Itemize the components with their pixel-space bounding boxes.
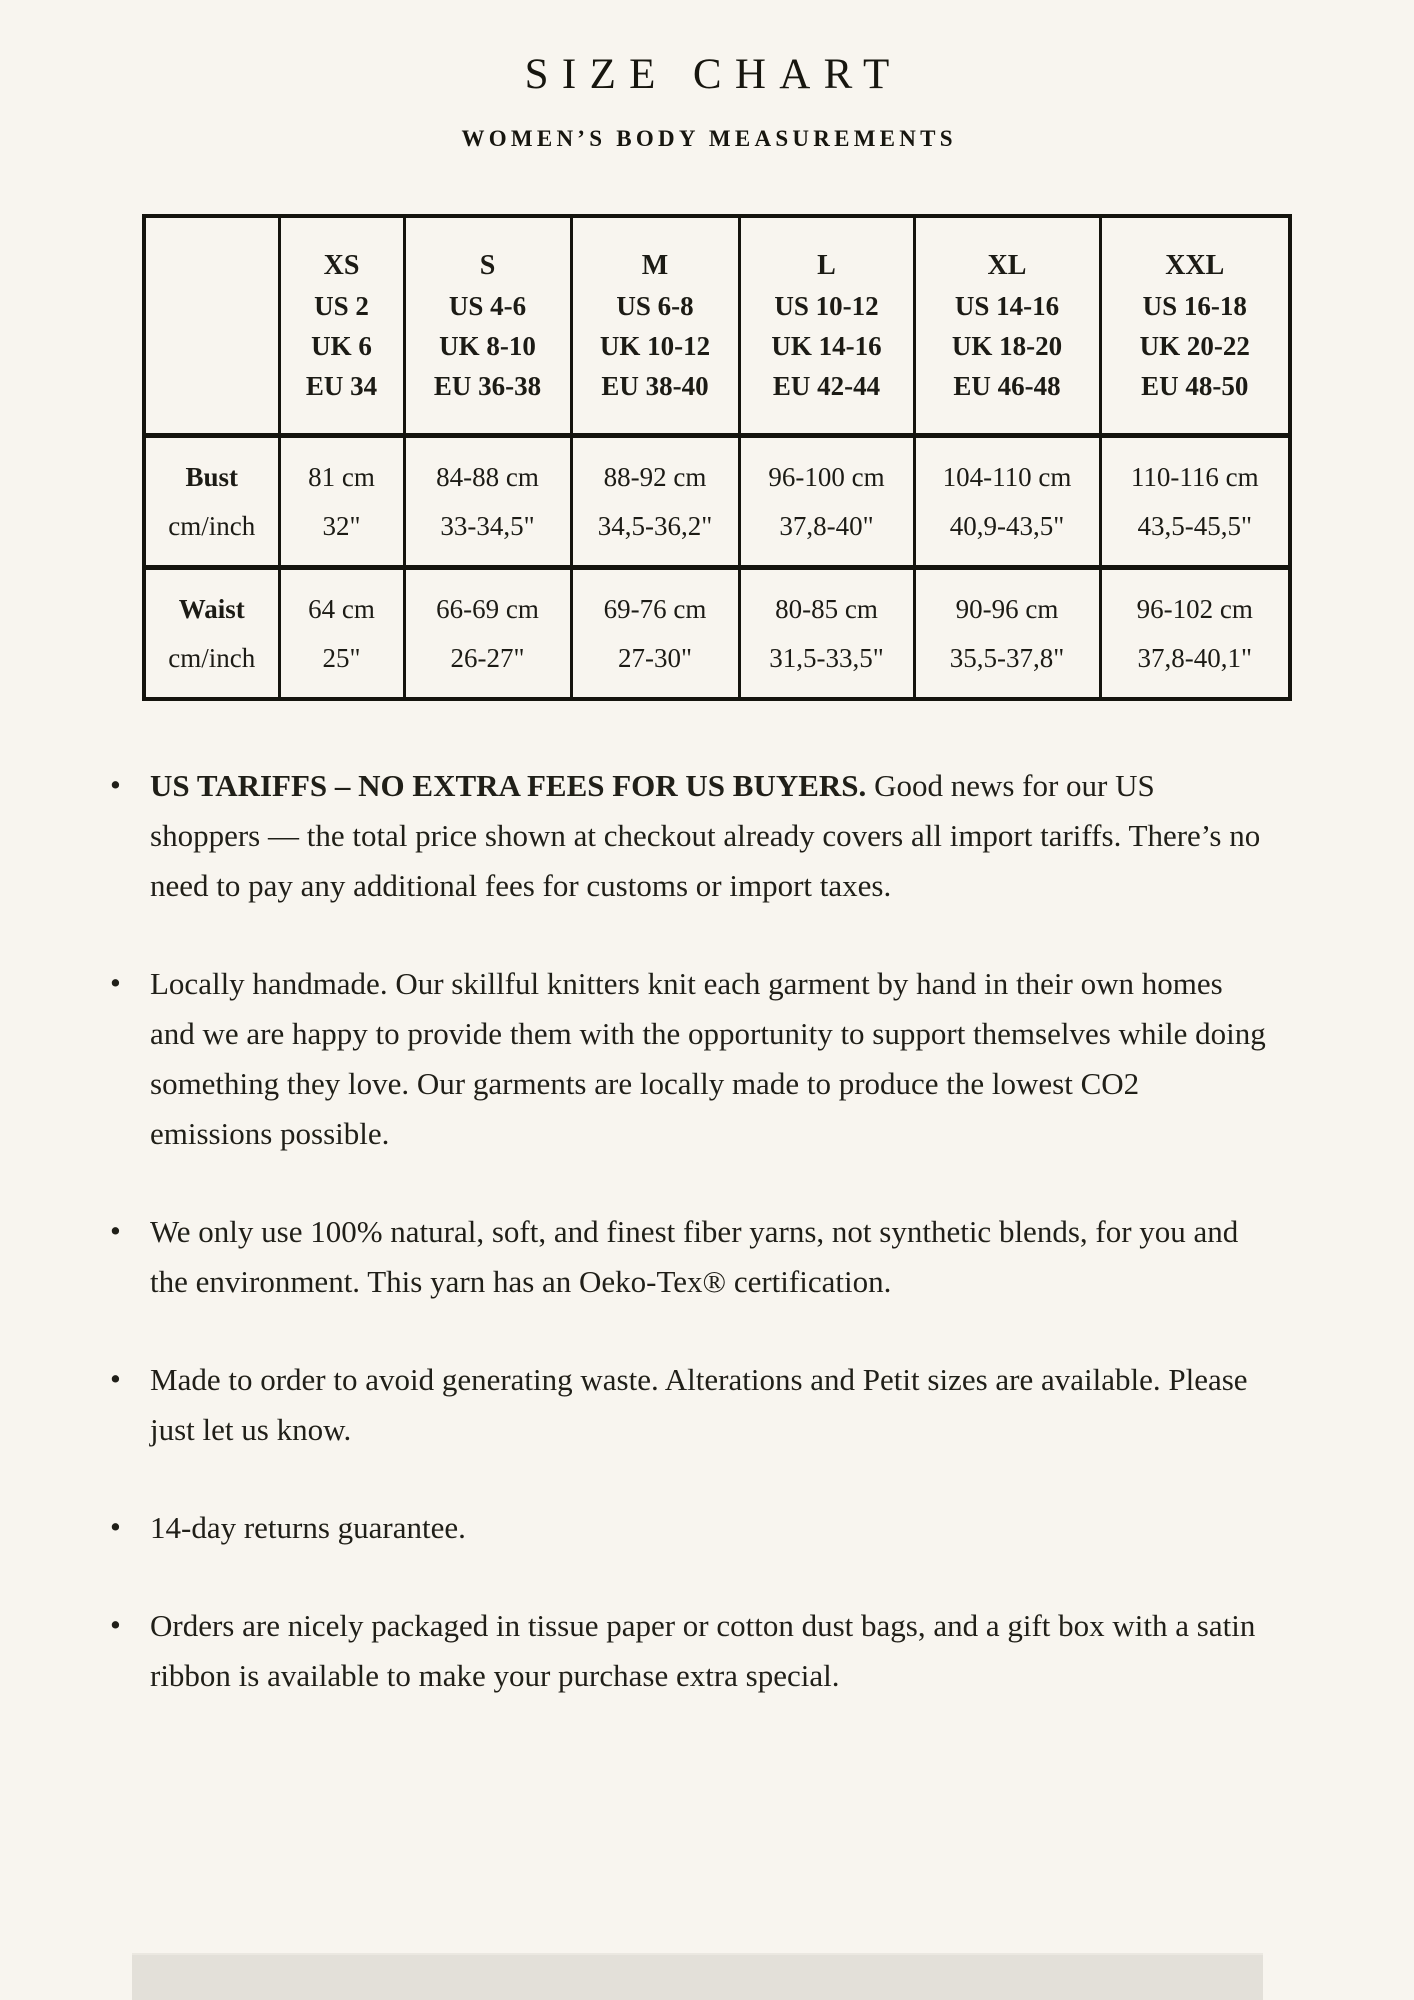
cm-value: 80-85 cm [775, 593, 878, 624]
inch-value: 26-27" [450, 642, 525, 673]
bullet-dot-icon: • [110, 767, 121, 802]
row-label-bust [144, 436, 279, 568]
inch-value: 32" [322, 510, 361, 541]
waist-cell-xxl [1100, 568, 1290, 700]
next-section-edge [132, 1953, 1263, 2000]
inch-value: 37,8-40,1" [1137, 642, 1252, 673]
bullet-dot-icon: • [110, 965, 121, 1000]
uk-size: UK 14-16 [771, 330, 882, 361]
us-size: US 14-16 [954, 290, 1060, 321]
bullet-dot-icon: • [110, 1361, 121, 1396]
inch-value: 37,8-40" [779, 510, 874, 541]
bust-cell-s [404, 436, 571, 568]
bust-measurement-row [144, 436, 1290, 568]
row-unit: cm/inch [168, 642, 256, 673]
size-name: L [817, 249, 836, 281]
inch-value: 33-34,5" [440, 510, 535, 541]
uk-size: UK 20-22 [1139, 330, 1250, 361]
waist-cell-xl [914, 568, 1100, 700]
row-unit: cm/inch [168, 510, 256, 541]
inch-value: 31,5-33,5" [769, 642, 884, 673]
cm-value: 88-92 cm [603, 461, 707, 492]
size-name: M [641, 249, 669, 281]
waist-cell-xs [279, 568, 404, 700]
list-item-returns-guarantee [110, 1503, 1268, 1553]
cm-value: 84-88 cm [436, 461, 539, 492]
waist-cell-l [739, 568, 914, 700]
list-item-locally-handmade [110, 959, 1268, 1159]
page-subtitle: WOMEN’S BODY MEASUREMENTS [461, 126, 957, 151]
size-name: S [479, 249, 496, 281]
cm-value: 96-100 cm [768, 461, 885, 492]
list-item-bold-text: US TARIFFS – NO EXTRA FEES FOR US BUYERS. [150, 768, 867, 803]
eu-size: EU 34 [305, 370, 378, 401]
uk-size: UK 18-20 [951, 330, 1063, 361]
uk-size: UK 6 [311, 330, 372, 361]
cm-value: 69-76 cm [603, 593, 707, 624]
list-item-text: 14-day returns guarantee. [150, 1510, 466, 1545]
list-item-packaging [110, 1601, 1268, 1701]
bullet-dot-icon: • [110, 1607, 121, 1642]
waist-measurement-row [144, 568, 1290, 700]
inch-value: 25" [322, 642, 361, 673]
uk-size: UK 8-10 [439, 330, 536, 361]
size-column-header-xl [914, 216, 1100, 436]
bust-cell-xxl [1100, 436, 1290, 568]
list-item-made-to-order [110, 1355, 1268, 1455]
inch-value: 40,9-43,5" [949, 510, 1065, 541]
size-column-header-l [739, 216, 914, 436]
row-label: Bust [185, 461, 239, 492]
waist-cell-s [404, 568, 571, 700]
document-header [0, 0, 1414, 152]
us-size: US 4-6 [448, 290, 527, 321]
cm-value: 66-69 cm [436, 593, 539, 624]
inch-value: 27-30" [617, 642, 692, 673]
size-chart-table [142, 214, 1292, 701]
row-label: Waist [178, 593, 245, 624]
us-size: US 10-12 [774, 290, 879, 321]
list-item-text: Good news for our US shoppers — the total price shown at checkout already covers all import tariffs. There’s no need to pay any additional fees for customs or import taxes. [150, 768, 1261, 903]
bust-cell-xl [914, 436, 1100, 568]
us-size: US 2 [314, 290, 369, 321]
bust-cell-m [571, 436, 739, 568]
bust-cell-l [739, 436, 914, 568]
bust-cell-xs [279, 436, 404, 568]
corner-cell [144, 216, 279, 436]
eu-size: EU 48-50 [1141, 370, 1249, 401]
size-header-row [144, 216, 1290, 436]
eu-size: EU 42-44 [772, 370, 881, 401]
eu-size: EU 38-40 [601, 370, 709, 401]
cm-value: 104-110 cm [942, 461, 1072, 492]
product-info-list [110, 761, 1268, 1701]
size-name: XL [987, 249, 1027, 281]
size-column-header-xs [279, 216, 404, 436]
list-item-text: Orders are nicely packaged in tissue paper or cotton dust bags, and a gift box with a satin ribbon is available to make your purchase extra special. [150, 1608, 1256, 1693]
size-column-header-xxl [1100, 216, 1290, 436]
cm-value: 90-96 cm [955, 593, 1059, 624]
cm-value: 81 cm [308, 461, 375, 492]
cm-value: 96-102 cm [1136, 593, 1253, 624]
size-name: XS [323, 249, 360, 281]
waist-cell-m [571, 568, 739, 700]
list-item-text: Made to order to avoid generating waste. Alterations and Petit sizes are available. Please just let us know. [150, 1362, 1248, 1447]
inch-value: 43,5-45,5" [1137, 510, 1252, 541]
uk-size: UK 10-12 [599, 330, 711, 361]
bullet-dot-icon: • [110, 1213, 121, 1248]
us-size: US 6-8 [616, 290, 694, 321]
inch-value: 34,5-36,2" [597, 510, 713, 541]
list-item-text: We only use 100% natural, soft, and finest fiber yarns, not synthetic blends, for you and the environment. This yarn has an Oeko-Tex® certification. [150, 1214, 1239, 1299]
us-size: US 16-18 [1142, 290, 1247, 321]
cm-value: 64 cm [308, 593, 375, 624]
page-title: SIZE CHART [524, 51, 903, 98]
row-label-waist [144, 568, 279, 700]
size-column-header-m [571, 216, 739, 436]
bullet-dot-icon: • [110, 1509, 121, 1544]
inch-value: 35,5-37,8" [949, 642, 1065, 673]
cm-value: 110-116 cm [1130, 461, 1259, 492]
eu-size: EU 36-38 [433, 370, 542, 401]
eu-size: EU 46-48 [953, 370, 1061, 401]
list-item-text: Locally handmade. Our skillful knitters knit each garment by hand in their own homes and we are happy to provide them with the opportunity to support themselves while doing something they love. Our garments are locally made to produce the lowest CO2 emissions possible. [150, 966, 1266, 1151]
list-item-natural-yarns [110, 1207, 1268, 1307]
list-item-us-tariffs [110, 761, 1268, 911]
size-column-header-s [404, 216, 571, 436]
size-name: XXL [1165, 249, 1225, 281]
